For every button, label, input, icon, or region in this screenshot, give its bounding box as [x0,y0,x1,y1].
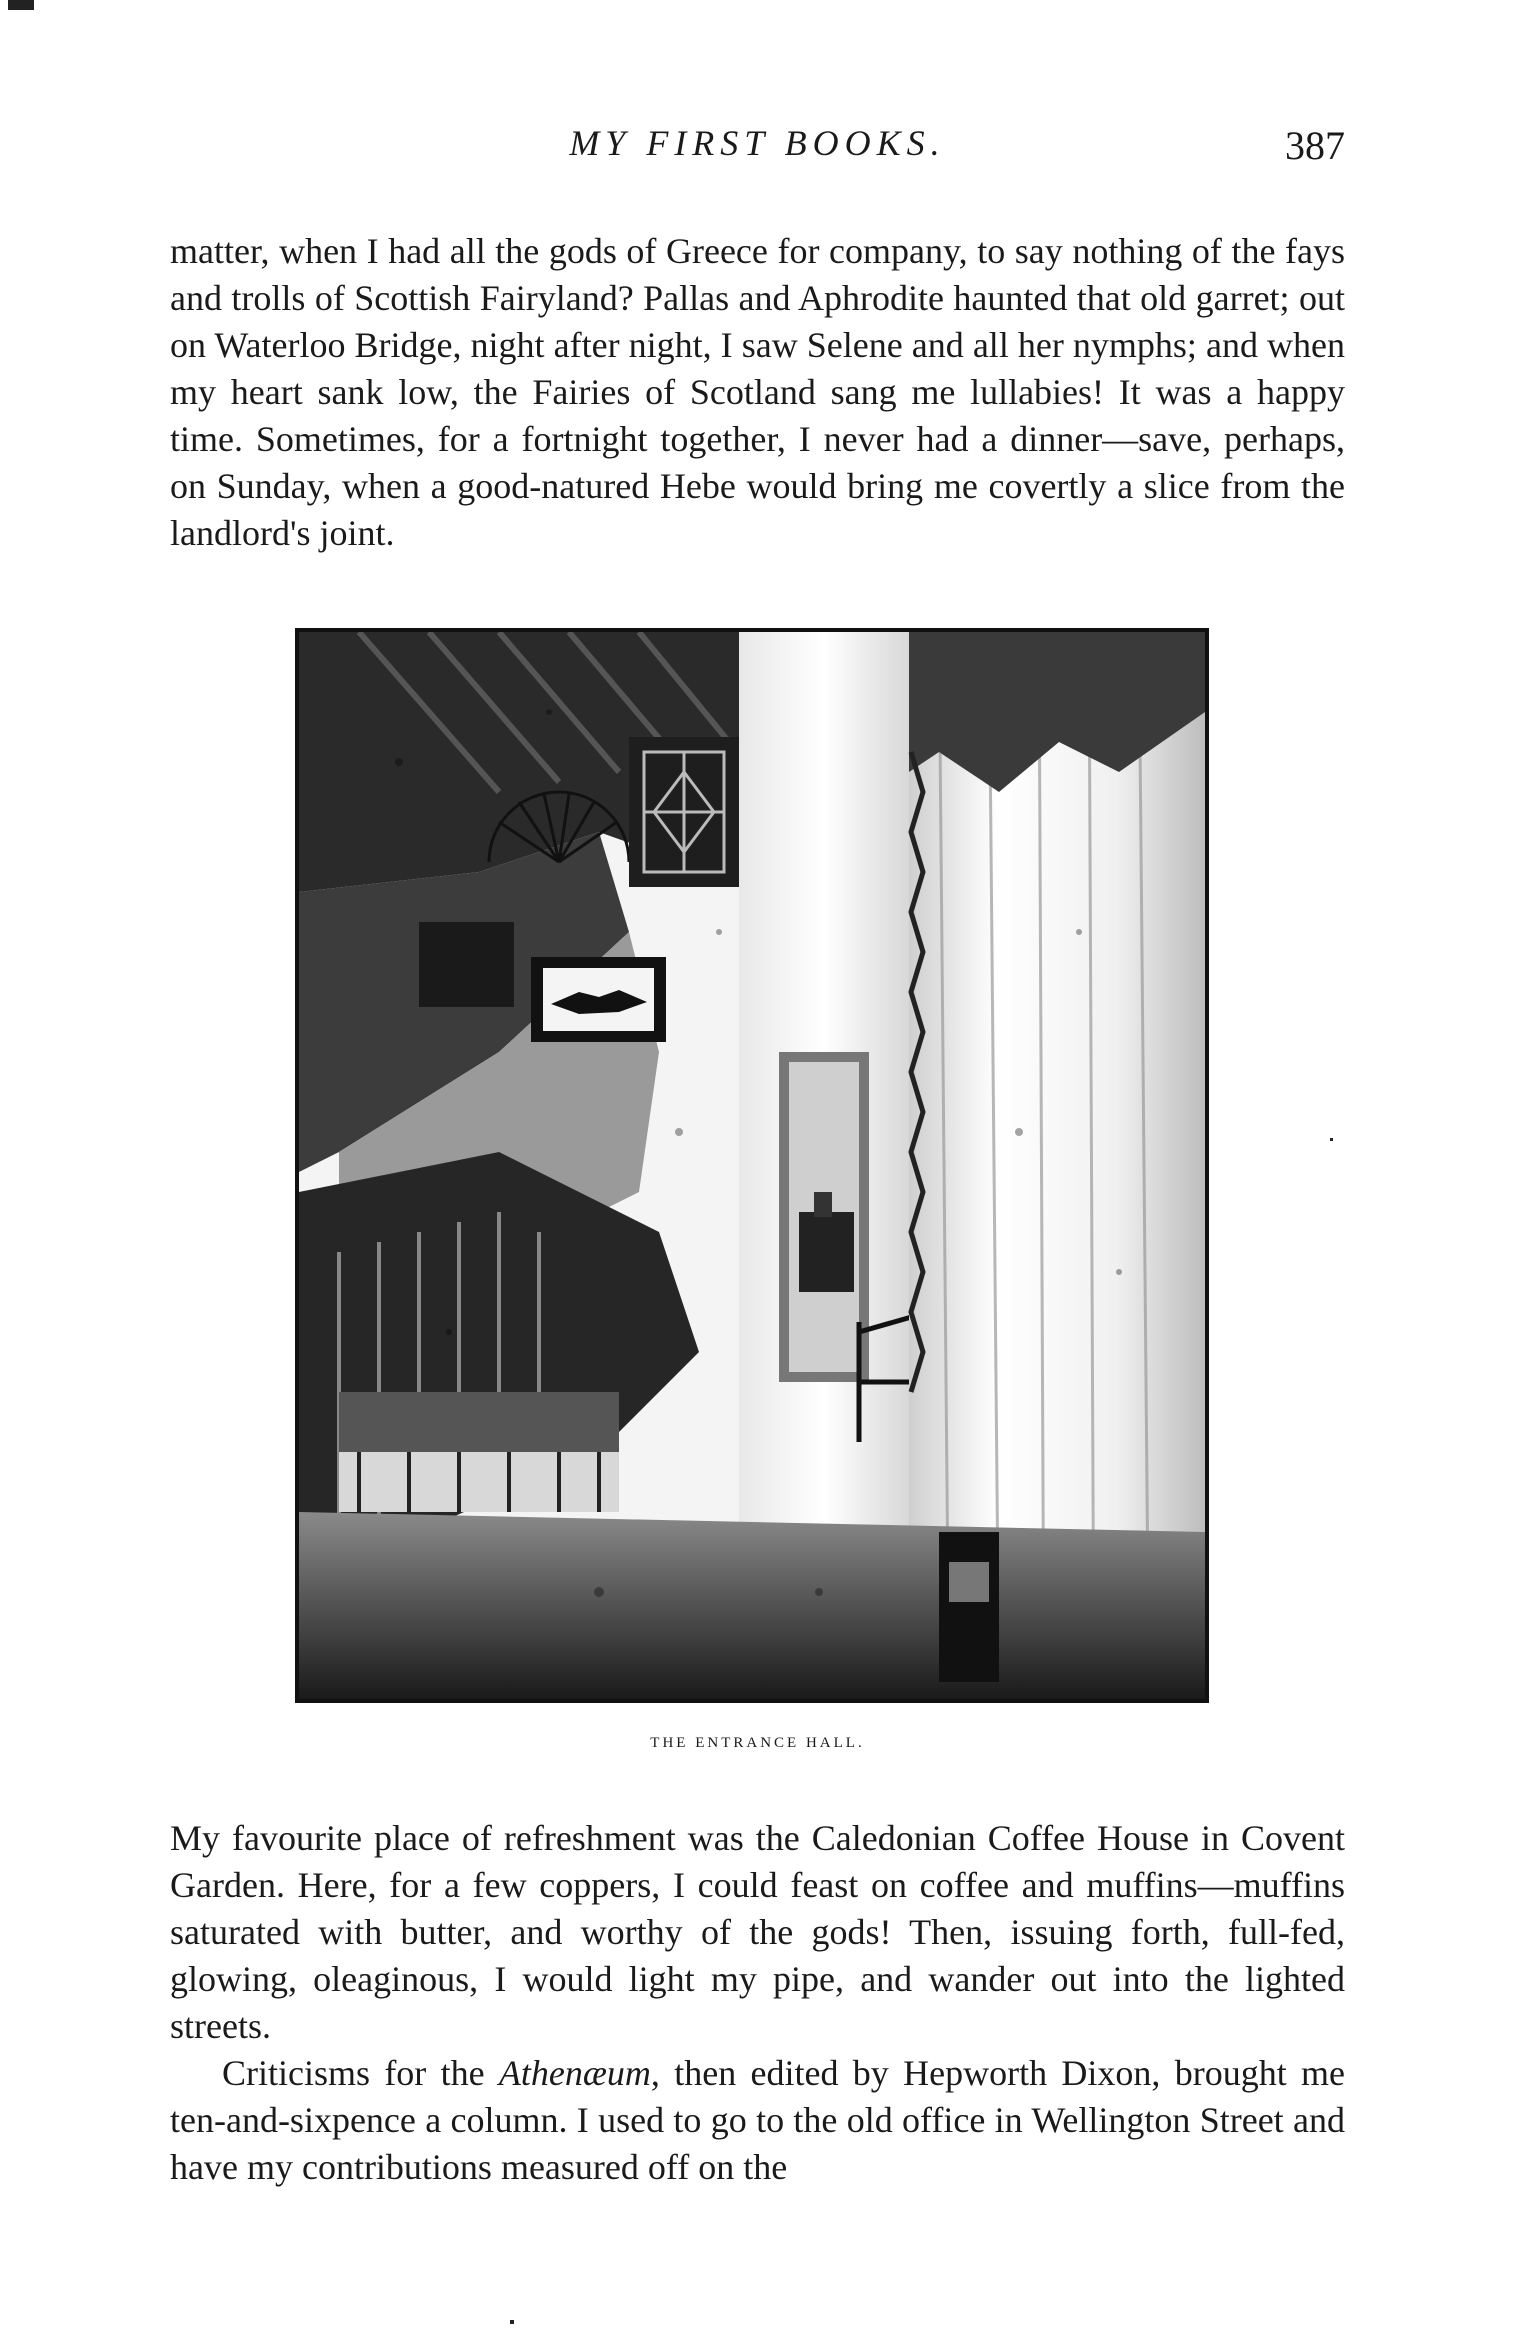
figure-caption: THE ENTRANCE HALL. [650,1735,865,1751]
print-speck [510,2320,514,2324]
paragraph-3-text-start: Criticisms for the [222,2053,499,2093]
paragraph-2: My favourite place of refreshment was the Caledonian Coffee House in Covent Garden. Here, for a few coppers, I could feast on coffee and muffins—muffins saturated with butter, and worthy of the gods! Then, issuing forth, full-fed, glowing, oleaginous, I would light my pipe, and wander out into the lighted streets. [170,1818,1345,2046]
print-speck [1330,1138,1333,1141]
hallway-photo-icon [299,632,1205,1699]
running-title: MY FIRST BOOKS. [569,123,946,163]
page-number: 387 [1285,123,1345,168]
page-header [170,122,1345,182]
paragraph-1: matter, when I had all the gods of Greece for company, to say nothing of the fays and trolls of Scottish Fairyland? Pallas and Aphrodite haunted that old garret; out on Waterloo Bridge, night after night, I saw Selene and all her nymphs; and when my heart sank low, the Fairies of Scotland sang me lullabies! It was a happy time. Sometimes, for a fortnight together, I never had a dinner—save, perhaps, on Sunday, when a good-natured Hebe would bring me covertly a slice from the landlord's joint. [170,231,1345,553]
paragraph-3-italic-title: Athenæum [498,2053,651,2093]
print-speck [8,0,34,10]
entrance-hall-illustration [295,628,1209,1703]
paragraph-3 [170,2050,1345,2191]
paragraph-3-text-end: , then edited by Hepworth Dixon, brought me ten-and-sixpence a column. I used to go to the old office in Wellington Street and have my contributions measured off on the [170,2053,1345,2187]
